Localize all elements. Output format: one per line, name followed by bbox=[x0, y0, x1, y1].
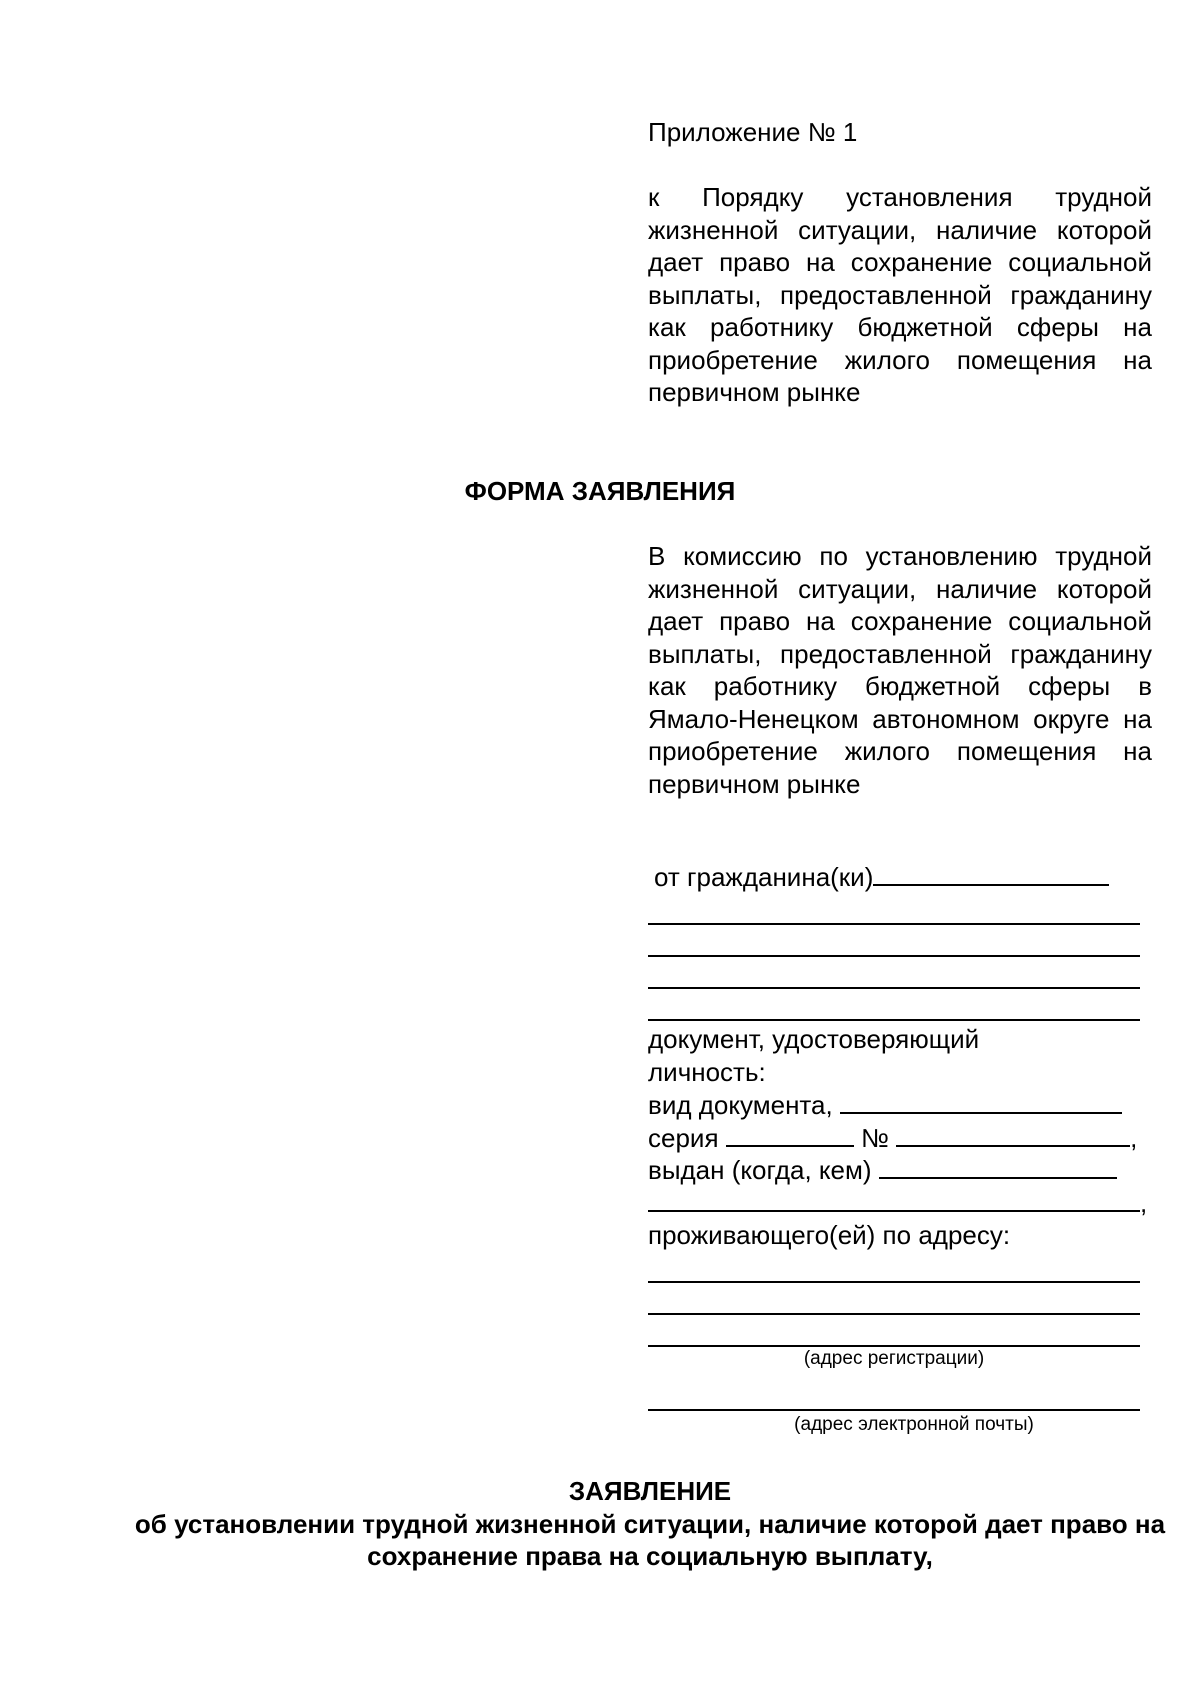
series-number-row bbox=[648, 1121, 1158, 1154]
blank-line[interactable] bbox=[648, 1251, 1140, 1283]
doc-type-field[interactable] bbox=[840, 1088, 1122, 1114]
blank-line[interactable] bbox=[648, 1379, 1140, 1411]
issued-comma: , bbox=[1140, 1187, 1148, 1218]
issued-row bbox=[648, 1153, 1158, 1186]
number-comma: , bbox=[1130, 1122, 1138, 1153]
issued-field[interactable] bbox=[879, 1153, 1117, 1179]
residing-label: проживающего(ей) по адресу: bbox=[648, 1219, 1011, 1250]
number-label: № bbox=[861, 1122, 889, 1153]
citizen-name-lines bbox=[648, 893, 1140, 1021]
form-title bbox=[0, 476, 1200, 507]
statement-heading bbox=[130, 1475, 1170, 1573]
issued-continuation-field[interactable] bbox=[648, 1186, 1140, 1212]
issued-label: выдан (когда, кем) bbox=[648, 1155, 872, 1185]
appendix-number: Приложение № 1 bbox=[648, 117, 858, 147]
blank-line[interactable] bbox=[648, 925, 1140, 957]
id-document-label: документ, удостоверяющий личность: bbox=[648, 1024, 980, 1087]
applicant-fields bbox=[648, 860, 1158, 1437]
addressee-block: В комиссию по установлению трудной жизненной ситуации, наличие которой дает право на сохранение социальной выплаты, предоставленной гражданину как работнику бюджетной сферы в Ямало-Ненецком автономном округе на приобретение жилого помещения на первичном рынке bbox=[648, 541, 1152, 799]
from-citizen-label: от гражданина(ки) bbox=[654, 862, 874, 892]
number-field[interactable] bbox=[896, 1121, 1130, 1147]
email-caption: (адрес электронной почты) bbox=[794, 1414, 1034, 1435]
statement-title: ЗАЯВЛЕНИЕ bbox=[568, 1476, 732, 1506]
form-title-text: ФОРМА ЗАЯВЛЕНИЯ bbox=[464, 476, 736, 506]
blank-line[interactable] bbox=[648, 957, 1140, 989]
reg-address-caption: (адрес регистрации) bbox=[803, 1348, 985, 1369]
doc-type-label: вид документа, bbox=[648, 1090, 833, 1120]
from-citizen-row bbox=[648, 860, 1158, 893]
address-lines bbox=[648, 1251, 1140, 1347]
email-lines bbox=[648, 1379, 1140, 1411]
blank-line[interactable] bbox=[648, 1315, 1140, 1347]
issued-continuation-row bbox=[648, 1186, 1158, 1219]
blank-line[interactable] bbox=[648, 893, 1140, 925]
series-label: серия bbox=[648, 1122, 719, 1153]
residing-row bbox=[648, 1219, 1158, 1252]
series-field[interactable] bbox=[726, 1121, 854, 1147]
blank-line[interactable] bbox=[648, 989, 1140, 1021]
blank-line[interactable] bbox=[648, 1283, 1140, 1315]
from-citizen-field[interactable] bbox=[873, 860, 1109, 886]
appendix-text: к Порядку установления трудной жизненной ситуации, наличие которой дает право на сохранение социальной выплаты, предоставленной гражданину как работнику бюджетной сферы на приобретение жилого помещения на первичном рынке bbox=[648, 182, 1152, 407]
statement-subtitle: об установлении трудной жизненной ситуации, наличие которой дает право на сохранение права на социальную выплату, bbox=[134, 1508, 1166, 1571]
doc-type-row bbox=[648, 1088, 1158, 1121]
